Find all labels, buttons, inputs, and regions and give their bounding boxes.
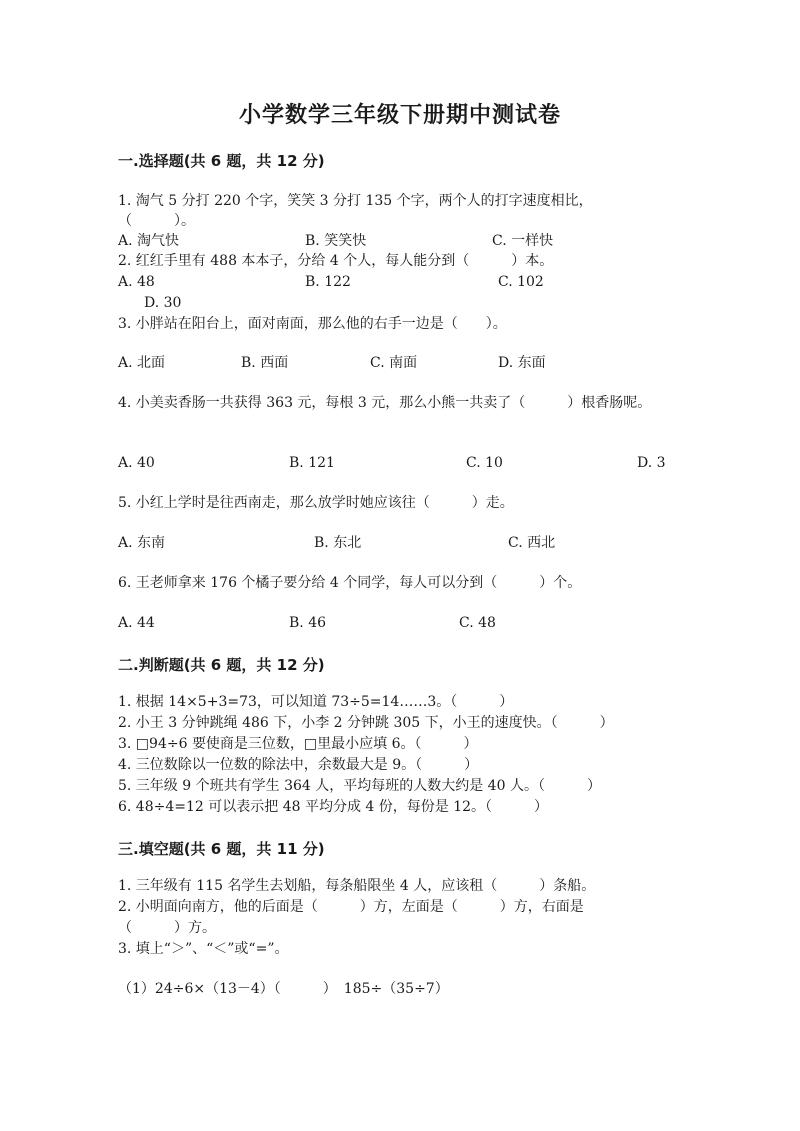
question-5-option-a: A. 东南 xyxy=(118,535,166,551)
fill-blank-item-3-sub-1: （1）24÷6×（13－4）（ ） 185÷（35÷7） xyxy=(118,981,449,997)
question-6-option-b: B. 46 xyxy=(289,615,327,631)
fill-blank-item-3: 3. 填上“＞”、“＜”或“=”。 xyxy=(118,941,289,957)
question-3-option-c: C. 南面 xyxy=(370,355,418,371)
question-1-option-c: C. 一样快 xyxy=(492,233,554,249)
question-2-option-d: D. 30 xyxy=(144,295,182,311)
question-5-option-b: B. 东北 xyxy=(314,535,362,551)
fill-blank-item-2: 2. 小明面向南方，他的后面是（ ）方，左面是（ ）方，右面是 xyxy=(118,899,584,915)
question-1-option-a: A. 淘气快 xyxy=(118,233,180,249)
question-5-option-c: C. 西北 xyxy=(508,535,556,551)
question-1-stem: 1. 淘气 5 分打 220 个字，笑笑 3 分打 135 个字，两个人的打字速度相比， xyxy=(118,193,593,209)
question-2-option-a: A. 48 xyxy=(118,274,155,290)
question-6-option-c: C. 48 xyxy=(459,615,496,631)
question-2-option-b: B. 122 xyxy=(305,274,351,290)
question-2-stem: 2. 红红手里有 488 本本子，分给 4 个人，每人能分到（ ）本。 xyxy=(118,253,554,269)
judgement-item-6: 6. 48÷4=12 可以表示把 48 平均分成 4 份，每份是 12。（ ） xyxy=(118,799,549,815)
page-title: 小学数学三年级下册期中测试卷 xyxy=(238,102,561,128)
question-4-option-d: D. 3 xyxy=(637,455,666,471)
section-heading-choice: 一.选择题(共 6 题，共 12 分) xyxy=(118,152,325,170)
question-1-option-b: B. 笑笑快 xyxy=(305,233,367,249)
section-heading-fill-blank: 三.填空题(共 6 题，共 11 分) xyxy=(118,840,325,858)
question-5-stem: 5. 小红上学时是往西南走，那么放学时她应该往（ ）走。 xyxy=(118,495,514,511)
section-heading-judgement: 二.判断题(共 6 题，共 12 分) xyxy=(118,656,325,674)
question-4-option-c: C. 10 xyxy=(466,455,503,471)
question-3-stem: 3. 小胖站在阳台上，面对南面，那么他的右手一边是（ ）。 xyxy=(118,316,507,332)
question-3-option-b: B. 西面 xyxy=(241,355,289,371)
question-4-option-b: B. 121 xyxy=(289,455,335,471)
question-3-option-d: D. 东面 xyxy=(498,355,546,371)
question-6-stem: 6. 王老师拿来 176 个橘子要分给 4 个同学，每人可以分到（ ）个。 xyxy=(118,575,582,591)
judgement-item-4: 4. 三位数除以一位数的除法中，余数最大是 9。（ ） xyxy=(118,757,479,773)
question-2-option-c: C. 102 xyxy=(498,274,544,290)
judgement-item-5: 5. 三年级 9 个班共有学生 364 人，平均每班的人数大约是 40 人。（ ） xyxy=(118,778,601,794)
question-3-option-a: A. 北面 xyxy=(118,355,166,371)
question-4-option-a: A. 40 xyxy=(118,455,155,471)
fill-blank-item-2-cont: （ ）方。 xyxy=(118,920,216,936)
question-6-option-a: A. 44 xyxy=(118,615,155,631)
judgement-item-1: 1. 根据 14×5+3=73，可以知道 73÷5=14……3。（ ） xyxy=(118,694,514,710)
judgement-item-2: 2. 小王 3 分钟跳绳 486 下，小李 2 分钟跳 305 下，小王的速度快。（ ） xyxy=(118,715,614,731)
question-1-stem-cont: （ ）。 xyxy=(118,213,195,229)
fill-blank-item-1: 1. 三年级有 115 名学生去划船，每条船限坐 4 人，应该租（ ）条船。 xyxy=(118,878,596,894)
question-4-stem: 4. 小美卖香肠一共获得 363 元，每根 3 元，那么小熊一共卖了（ ）根香肠呢。 xyxy=(118,395,652,411)
judgement-item-3: 3. □94÷6 要使商是三位数，□里最小应填 6。（ ） xyxy=(118,736,478,752)
